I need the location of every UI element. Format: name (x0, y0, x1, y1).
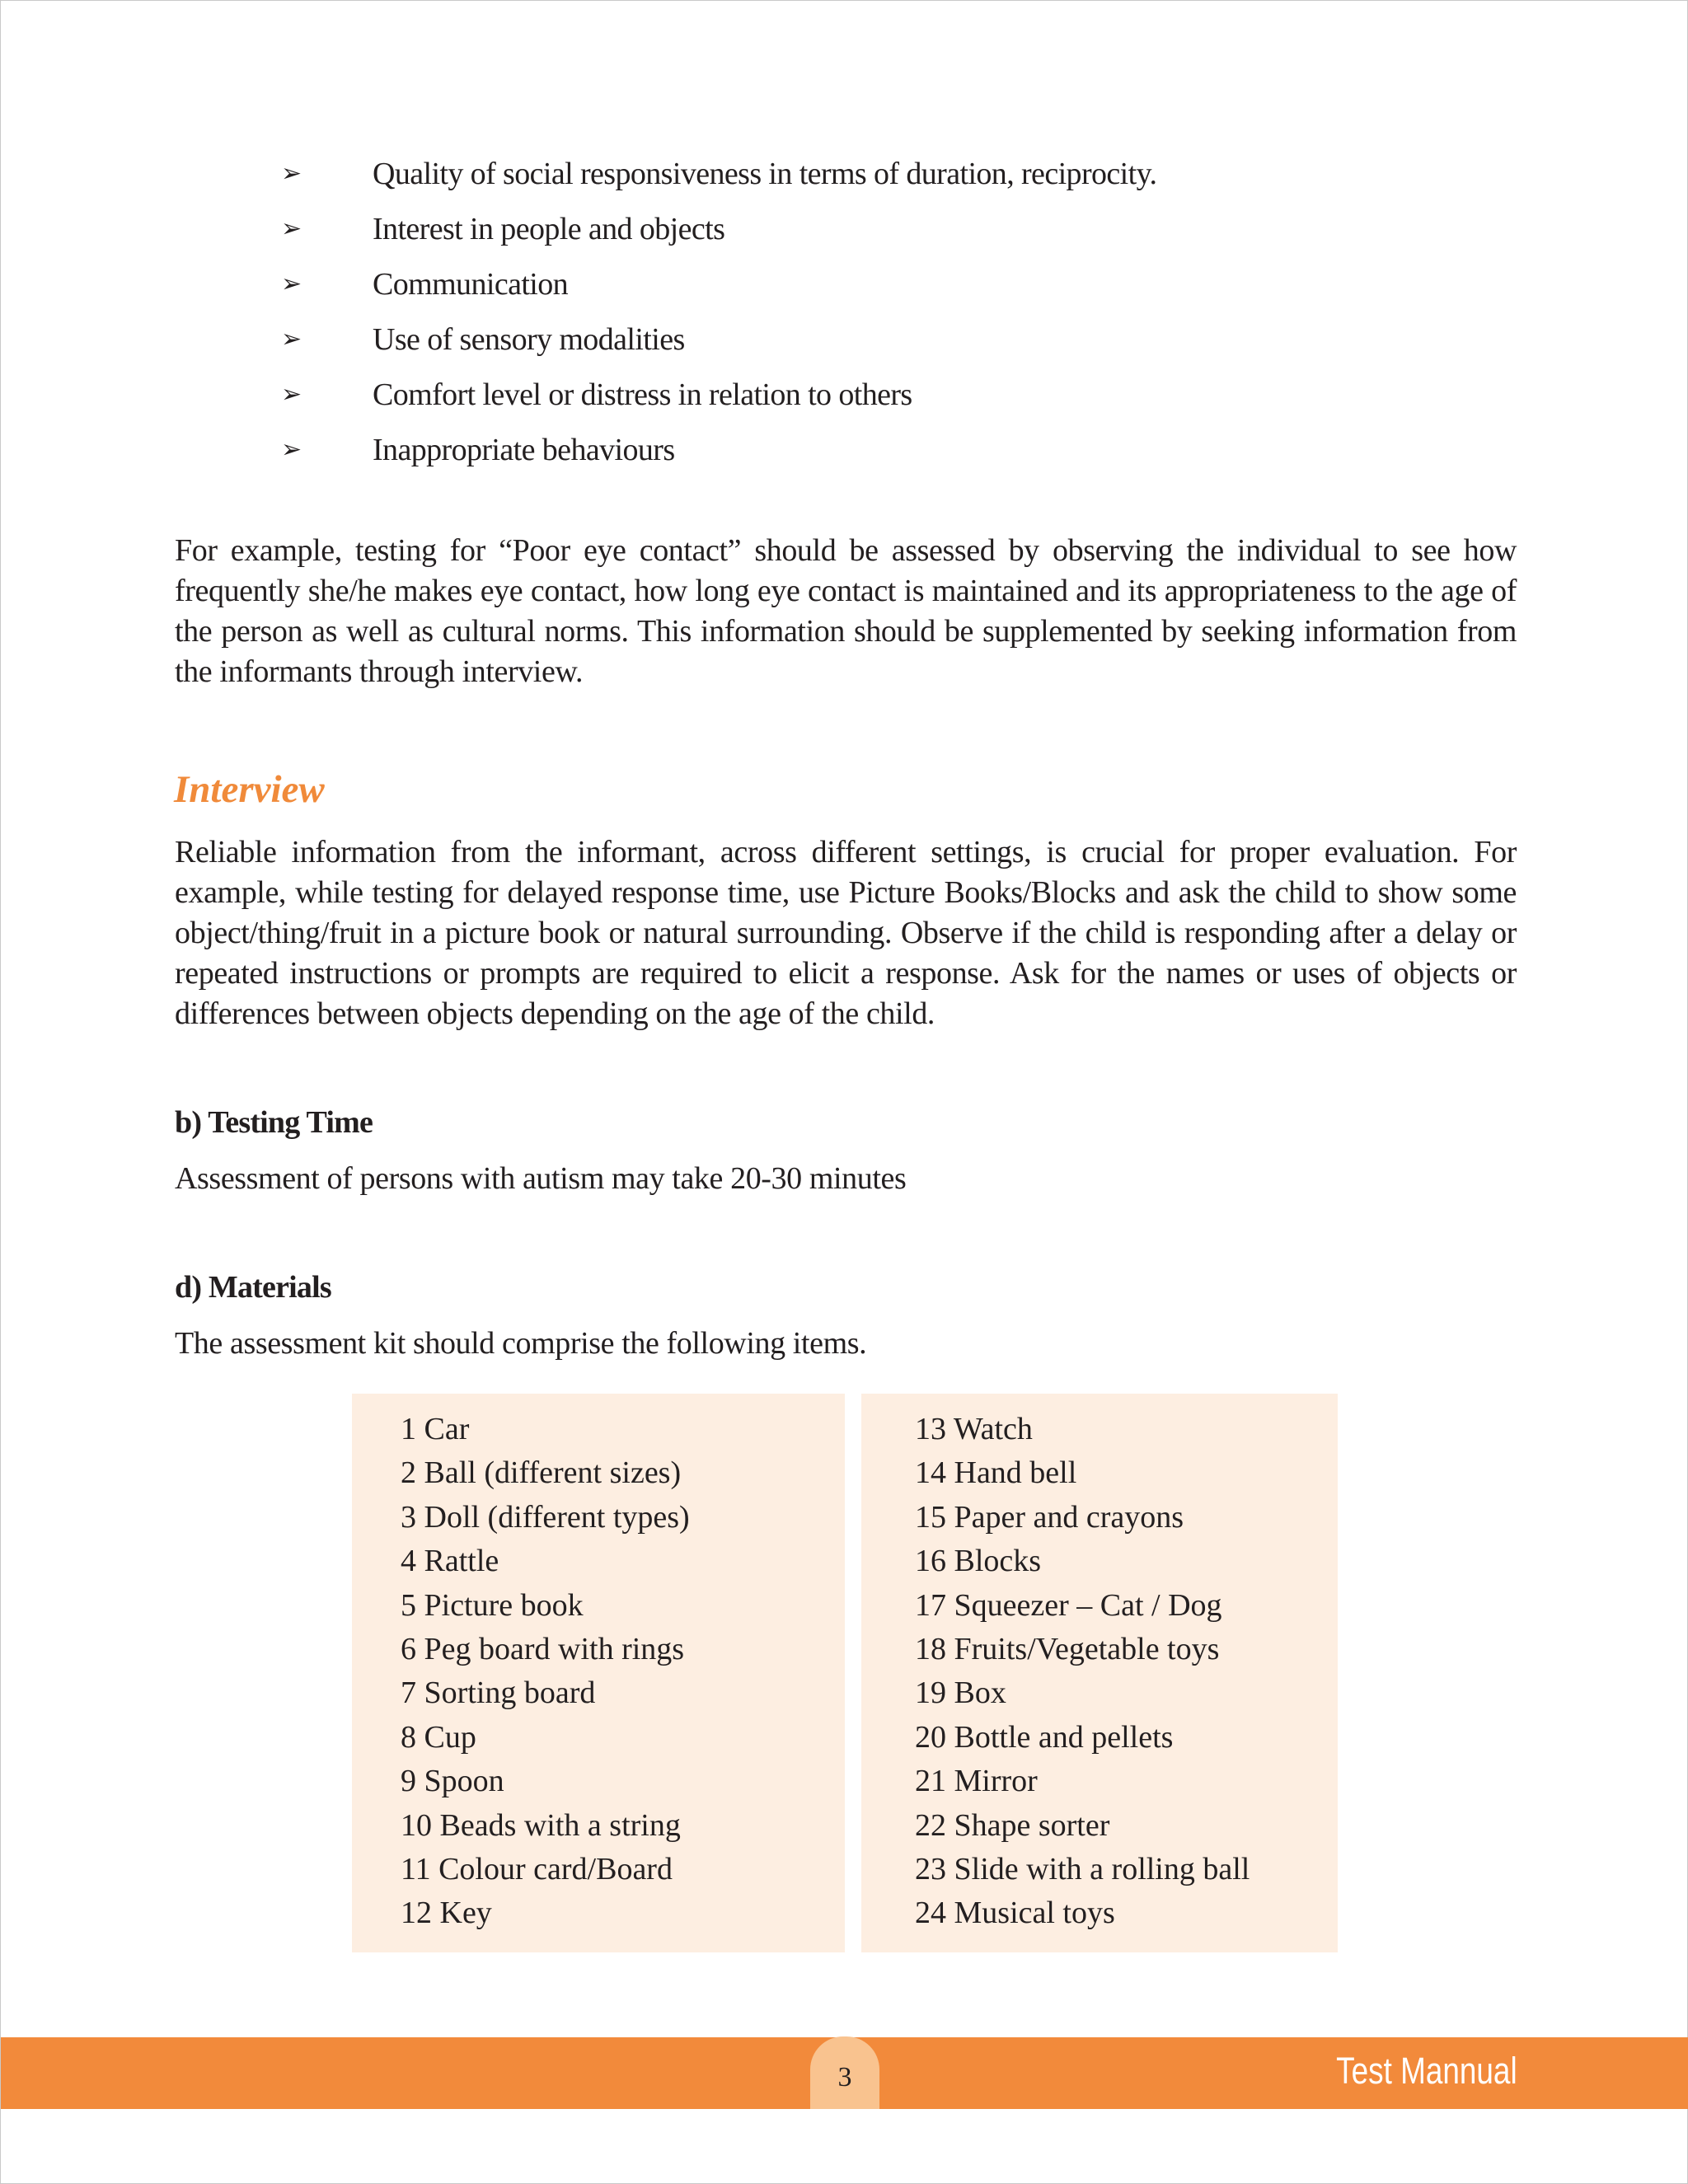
list-item: 8 Cup (401, 1719, 476, 1755)
list-item: 17 Squeezer – Cat / Dog (915, 1587, 1222, 1623)
list-item: 16 Blocks (915, 1544, 1042, 1579)
bullet-text: Comfort level or distress in relation to others (373, 377, 912, 412)
list-item: 15 Paper and crayons (915, 1499, 1184, 1535)
list-item: 12 Key (401, 1896, 492, 1931)
bullet-text: Interest in people and objects (373, 211, 725, 246)
list-item: 6 Peg board with rings (401, 1631, 685, 1666)
interview-heading: Interview (174, 768, 325, 811)
list-item: 21 Mirror (915, 1764, 1038, 1799)
arrowhead-bullet-icon: ➢ (281, 269, 302, 298)
list-item: 2 Ball (different sizes) (401, 1455, 682, 1491)
materials-list-right (861, 1394, 1338, 1936)
list-item: 24 Musical toys (915, 1896, 1115, 1931)
bullet-text: Communication (373, 266, 569, 302)
list-item: 19 Box (915, 1675, 1006, 1711)
arrowhead-bullet-icon: ➢ (281, 380, 302, 409)
list-item: 7 Sorting board (401, 1675, 596, 1711)
bullet-text: Quality of social responsiveness in terms of duration, reciprocity. (373, 156, 1157, 191)
list-item: 18 Fruits/Vegetable toys (915, 1631, 1220, 1666)
testing-time-heading: b) Testing Time (175, 1105, 373, 1140)
list-item (281, 422, 1517, 477)
list-item (281, 367, 1517, 422)
materials-box-right (861, 1394, 1338, 1952)
arrowhead-bullet-icon: ➢ (281, 159, 302, 188)
materials-heading: d) Materials (175, 1270, 331, 1305)
example-paragraph: For example, testing for “Poor eye contact” should be assessed by observing the individual to see how frequently she/he makes eye contact, how long eye contact is maintained and its appropriateness to the age of the person as well as cultural norms. This information should be supplemented by seeking information from the informants through interview. (175, 533, 1517, 689)
list-item: 1 Car (401, 1412, 470, 1446)
list-item: 22 Shape sorter (915, 1807, 1110, 1843)
list-item: 13 Watch (915, 1412, 1033, 1446)
arrowhead-bullet-icon: ➢ (281, 435, 302, 464)
bullet-text: Inappropriate behaviours (373, 432, 675, 467)
list-item: 14 Hand bell (915, 1455, 1077, 1491)
list-item: 11 Colour card/Board (401, 1851, 673, 1886)
page-number: 3 (810, 2036, 879, 2109)
list-item: 10 Beads with a string (401, 1807, 681, 1843)
list-item (281, 201, 1517, 256)
bullet-text: Use of sensory modalities (373, 321, 685, 357)
interview-paragraph: Reliable information from the informant, across different settings, is crucial for proper evaluation. For example, while testing for delayed response time, use Picture Books/Blocks and ask the child to show some object/thing/fruit in a picture book or natural surrounding. Observe if the child is responding after a delay or repeated instructions or prompts are required to elicit a response. Ask for the names or uses of objects or differences between objects depending on the age of the child. (175, 835, 1517, 1031)
list-item: 23 Slide with a rolling ball (915, 1851, 1250, 1886)
list-item (281, 146, 1517, 201)
list-item: 9 Spoon (401, 1764, 504, 1799)
list-item: 5 Picture book (401, 1587, 584, 1623)
footer-title: Test Mannual (1336, 2050, 1517, 2092)
materials-box-left (352, 1394, 845, 1952)
bullet-list (281, 146, 1517, 477)
testing-time-text: Assessment of persons with autism may take 20-30 minutes (175, 1161, 907, 1196)
materials-intro: The assessment kit should comprise the following items. (175, 1326, 867, 1361)
list-item (281, 256, 1517, 312)
list-item: 20 Bottle and pellets (915, 1719, 1174, 1755)
list-item: 3 Doll (different types) (401, 1499, 690, 1535)
list-item (281, 312, 1517, 367)
list-item: 4 Rattle (401, 1544, 499, 1579)
arrowhead-bullet-icon: ➢ (281, 325, 302, 354)
arrowhead-bullet-icon: ➢ (281, 214, 302, 243)
materials-list-left (352, 1394, 845, 1936)
